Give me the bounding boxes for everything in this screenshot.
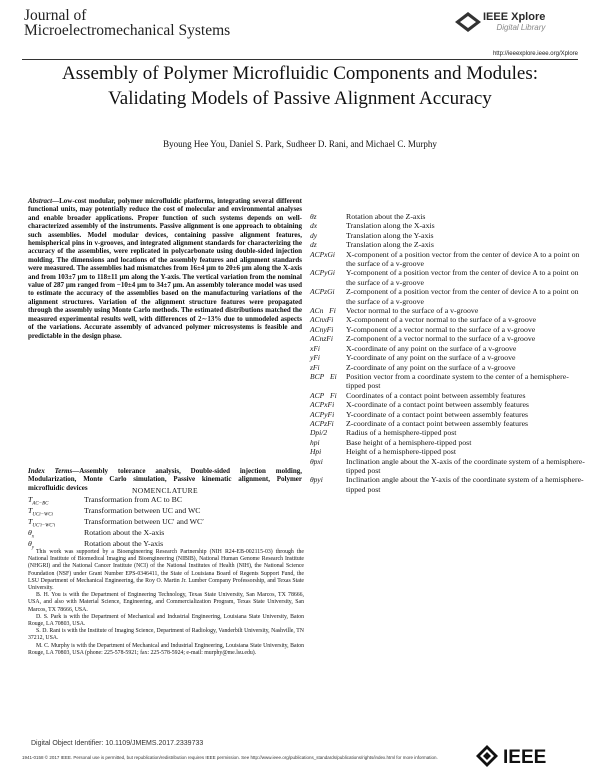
nomenclature-row	[308, 400, 588, 409]
ieee-footer-logo	[476, 745, 576, 767]
nomenclature-symbol: ACnyFi	[310, 324, 334, 334]
nomenclature-symbol: ACPzGi	[310, 287, 335, 297]
nomenclature-definition: Radius of a hemisphere-tipped post	[346, 428, 457, 438]
nomenclature-row	[308, 344, 588, 353]
paper-title: Assembly of Polymer Microfluidic Components and Modules: Validating Models of Passive Alignment Accuracy	[61, 63, 538, 109]
journal-name-line1: Journal of	[24, 7, 87, 24]
author-list: Byoung Hee You, Daniel S. Park, Sudheer D. Rani, and Michael C. Murphy	[163, 139, 437, 149]
nomenclature-symbol: ACnxFi	[310, 315, 334, 325]
nomenclature-row	[308, 438, 588, 447]
doi[interactable]: Digital Object Identifier: 10.1109/JMEMS.2017.2339733	[31, 740, 204, 747]
nomenclature-definition: Y-component of a position vector from the center of device A to a point on the surface of a v-groove	[346, 268, 579, 287]
header-url[interactable]: http://ieeexplore.ieee.org/Xplore	[492, 51, 578, 57]
nomenclature-row	[308, 306, 588, 315]
nomenclature-row	[308, 410, 588, 419]
nomenclature-definition: X-coordinate of a contact point between assembly features	[346, 400, 529, 410]
brand-name: IEEE Xplore	[483, 11, 546, 23]
nomenclature-definition: Base height of a hemisphere-tipped post	[346, 437, 472, 447]
nomenclature-symbol: hpi	[310, 437, 320, 447]
index-terms-label: Index Terms	[28, 467, 73, 475]
ieee-xplore-brand[interactable]	[483, 11, 545, 32]
nomenclature-symbol: ACPyFi	[310, 409, 335, 419]
nomenclature-row	[26, 516, 306, 527]
nomenclature-row	[308, 457, 588, 476]
ieee-diamond-icon	[476, 745, 498, 767]
nomenclature-row	[26, 505, 306, 516]
author-affiliation: D. S. Park is with the Department of Mechanical and Industrial Engineering, Louisiana State University, Baton Rouge, LA 70803, USA.	[28, 613, 304, 628]
nomenclature-symbol: ACP⃗Fi	[310, 390, 337, 400]
header-divider	[22, 59, 578, 60]
nomenclature-symbol: ACPyGi	[310, 268, 335, 278]
nomenclature-left	[26, 494, 306, 549]
footer-logo-text: IEEE	[503, 747, 547, 767]
nomenclature-symbol: θz	[310, 212, 317, 221]
nomenclature-symbol: dy	[310, 230, 318, 240]
nomenclature-definition: Transformation between UC′ and WC′	[84, 517, 204, 526]
nomenclature-symbol: ACPxFi	[310, 400, 335, 410]
nomenclature-definition: Transformation between UC and WC	[84, 506, 201, 515]
nomenclature-definition: Coordinates of a contact point between assembly features	[346, 390, 526, 400]
journal-name-line2: Microelectromechanical Systems	[24, 22, 231, 39]
nomenclature-symbol: ACPxGi	[310, 249, 335, 259]
nomenclature-definition: X-coordinate of any point on the surface of a v-groove	[346, 343, 517, 353]
nomenclature-definition: Vector normal to the surface of a v-groove	[346, 306, 479, 316]
nomenclature-symbol: xFi	[310, 343, 320, 353]
nomenclature-symbol: ACn⃗Fi	[310, 306, 336, 316]
nomenclature-row	[308, 372, 588, 391]
nomenclature-definition: Inclination angle about the X-axis of the coordinate system of a hemisphere-tipped post	[346, 456, 585, 475]
nomenclature-symbol: θpxi	[310, 456, 323, 466]
nomenclature-definition: Z-component of a position vector from the center of device A to a point on the surface of a v-groove	[346, 287, 579, 306]
nomenclature-definition: Z-coordinate of any point on the surface of a v-groove	[346, 362, 516, 372]
nomenclature-definition: Inclination angle about the Y-axis of the coordinate system of a hemisphere-tipped post	[346, 475, 584, 494]
nomenclature-definition: Height of a hemisphere-tipped post	[346, 447, 456, 457]
nomenclature-definition: Rotation about the Z-axis	[346, 212, 426, 221]
nomenclature-definition: Translation along the X-axis	[346, 221, 435, 231]
nomenclature-definition: Rotation about the Y-axis	[84, 539, 164, 548]
nomenclature-symbol: Hpi	[310, 447, 322, 457]
nomenclature-symbol: Dpi/2	[310, 428, 328, 438]
nomenclature-definition: Translation along the Y-axis	[346, 230, 434, 240]
nomenclature-symbol: $T_{AC-BC}$	[28, 495, 49, 507]
nomenclature-symbol: dz	[310, 240, 317, 250]
nomenclature-definition: Transformation from AC to BC	[84, 495, 183, 504]
abstract-label: Abstract	[28, 197, 53, 205]
nomenclature-row	[308, 212, 588, 221]
nomenclature-row	[308, 250, 588, 269]
nomenclature-row	[308, 475, 588, 494]
nomenclature-row	[308, 363, 588, 372]
nomenclature-definition: Y-coordinate of a contact point between assembly features	[346, 409, 529, 419]
nomenclature-definition: Rotation about the X-axis	[84, 528, 165, 537]
index-terms-text: —Assembly tolerance analysis, Double-sided injection molding, Modularization, Monte Carlo simulation, Passive kinematic alignment, Polymer microfluidic devices	[28, 467, 303, 492]
nomenclature-row	[308, 287, 588, 306]
nomenclature-row	[308, 419, 588, 428]
author-affiliation: M. C. Murphy is with the Department of Mechanical and Industrial Engineering, Louisiana State University, Baton Rouge, LA 70803, USA (phone: 225-578-5921; fax: 225-578-5924; e-mail: murphy@me.lsu.edu).	[28, 642, 304, 656]
brand-subtitle: Digital Library	[496, 23, 546, 32]
nomenclature-symbol: $T_{UCi-WCi}$	[28, 506, 53, 518]
nomenclature-row	[308, 428, 588, 437]
nomenclature-definition: X-component of a vector normal to the surface of a v-groove	[346, 315, 537, 325]
nomenclature-row	[308, 391, 588, 400]
nomenclature-row	[308, 325, 588, 334]
ieee-diamond-logo-icon	[455, 12, 481, 32]
nomenclature-row	[308, 221, 588, 230]
nomenclature-symbol: $\theta_x$	[28, 528, 35, 540]
nomenclature-row	[308, 268, 588, 287]
nomenclature-symbol: ACnzFi	[310, 334, 333, 344]
nomenclature-definition: Y-component of a vector normal to the surface of a v-groove	[346, 324, 536, 334]
nomenclature-definition: X-component of a position vector from the center of device A to a point on the surface of a v-groove	[346, 249, 580, 269]
nomenclature-right	[308, 212, 588, 494]
nomenclature-row	[308, 447, 588, 456]
author-affiliation: B. H. You is with the Department of Engineering Technology, Texas State University, San Marcos, TX 78666, USA, and also with Material Science, Engineering, and Commercialization Program, Texas State University, San Marcos, TX 78666, USA.	[28, 592, 304, 613]
abstract-text: —Low-cost modular, polymer microfluidic platforms, integrating several different functional units, may potentially reduce the cost of molecular and environmental analyses and enable broader applications. Proper function of such systems depends on well-characterized assembly of the instruments. Passive alignment is one approach to obtaining such assemblies. Model modular devices, containing passive alignment features, hemispherical pins in v-grooves, and integrated alignment standards for characterizing the accuracy of the assemblies, were replicated in polycarbonate using double-sided injection molding. The dimensions and locations of the assembly features and alignment standards were measured. The assemblies had mismatches from 16±4 µm to 20±6 µm along the X-axis and from 103±7 µm to 118±11 µm along the Y-axis. The vertical variation from the nominal value of 287 µm ranged from −10±4 µm to 34±7 µm. An assembly tolerance model was used to estimate the accuracy of the assemblies based on the manufacturing variations of the alignment structures. Variation of the alignment structure features were propagated through the assembly using Monte Carlo methods. The estimated distributions matched the measured experimental results well, with differences of 2∼13% due to unmodeled aspects of the variations. Accurate assembly of advanced polymer microsystems is feasible and predictable in the design phase.	[28, 197, 302, 340]
nomenclature-definition: Z-component of a vector normal to the surface of a v-groove	[346, 334, 536, 344]
nomenclature-symbol: BCP⃗Ei	[310, 371, 337, 381]
nomenclature-heading: NOMENCLATURE	[131, 486, 199, 495]
funding-note: This work was supported by a Bioengineering Research Partnership (NIH R24-EB-002115-03) through the National Institute of Biomedical Imaging and Bioengineering (NIBIB), National Human Genome Research Institute (NHGRI) and the National Cancer Institute (NCI) of the National Institutes of Health (NIH), the National Science Foundation (NSF) under Grant Number EPS-0346411, the State of Louisiana Board of Regents Support Fund, the LSU Department of Mechanical Engineering, the Roy O. Martin Jr. Lumber Company Professorship, and Texas State University.	[28, 549, 304, 592]
nomenclature-row	[26, 527, 306, 538]
nomenclature-symbol: zFi	[310, 362, 320, 372]
nomenclature-symbol: θpyi	[310, 475, 323, 485]
copyright-footer: 1941-0158 © 2017 IEEE. Personal use is permitted, but republication/redistribution requires IEEE permission. See http://www.ieee.org/publications_standards/publications/rights/index.html for more information.	[22, 755, 438, 760]
nomenclature-definition: Position vector from a coordinate system to the center of a hemisphere-tipped post	[346, 371, 569, 391]
nomenclature-row	[308, 334, 588, 343]
nomenclature-definition: Translation along the Z-axis	[346, 240, 434, 250]
author-affiliation: S. D. Rani is with the Institute of Imaging Science, Department of Radiology, Vanderbilt University, Nashville, TN 37212, USA.	[28, 628, 304, 642]
nomenclature-row	[26, 494, 306, 505]
nomenclature-symbol: dx	[310, 221, 318, 231]
nomenclature-symbol: $\theta_y$	[28, 539, 35, 551]
acknowledgments-footnote	[28, 549, 304, 657]
nomenclature-row	[26, 538, 306, 549]
nomenclature-symbol: ACPzFi	[310, 418, 334, 428]
abstract	[28, 197, 302, 340]
journal-name	[24, 8, 230, 38]
nomenclature-symbol: $T_{UC'i-WC'i}$	[28, 517, 56, 529]
nomenclature-row	[308, 231, 588, 240]
nomenclature-definition: Z-coordinate of a contact point between assembly features	[346, 418, 529, 428]
nomenclature-row	[308, 353, 588, 362]
nomenclature-row	[308, 315, 588, 324]
nomenclature-row	[308, 240, 588, 249]
nomenclature-definition: Y-coordinate of any point on the surface of a v-groove	[346, 353, 516, 363]
nomenclature-symbol: yFi	[310, 353, 320, 363]
